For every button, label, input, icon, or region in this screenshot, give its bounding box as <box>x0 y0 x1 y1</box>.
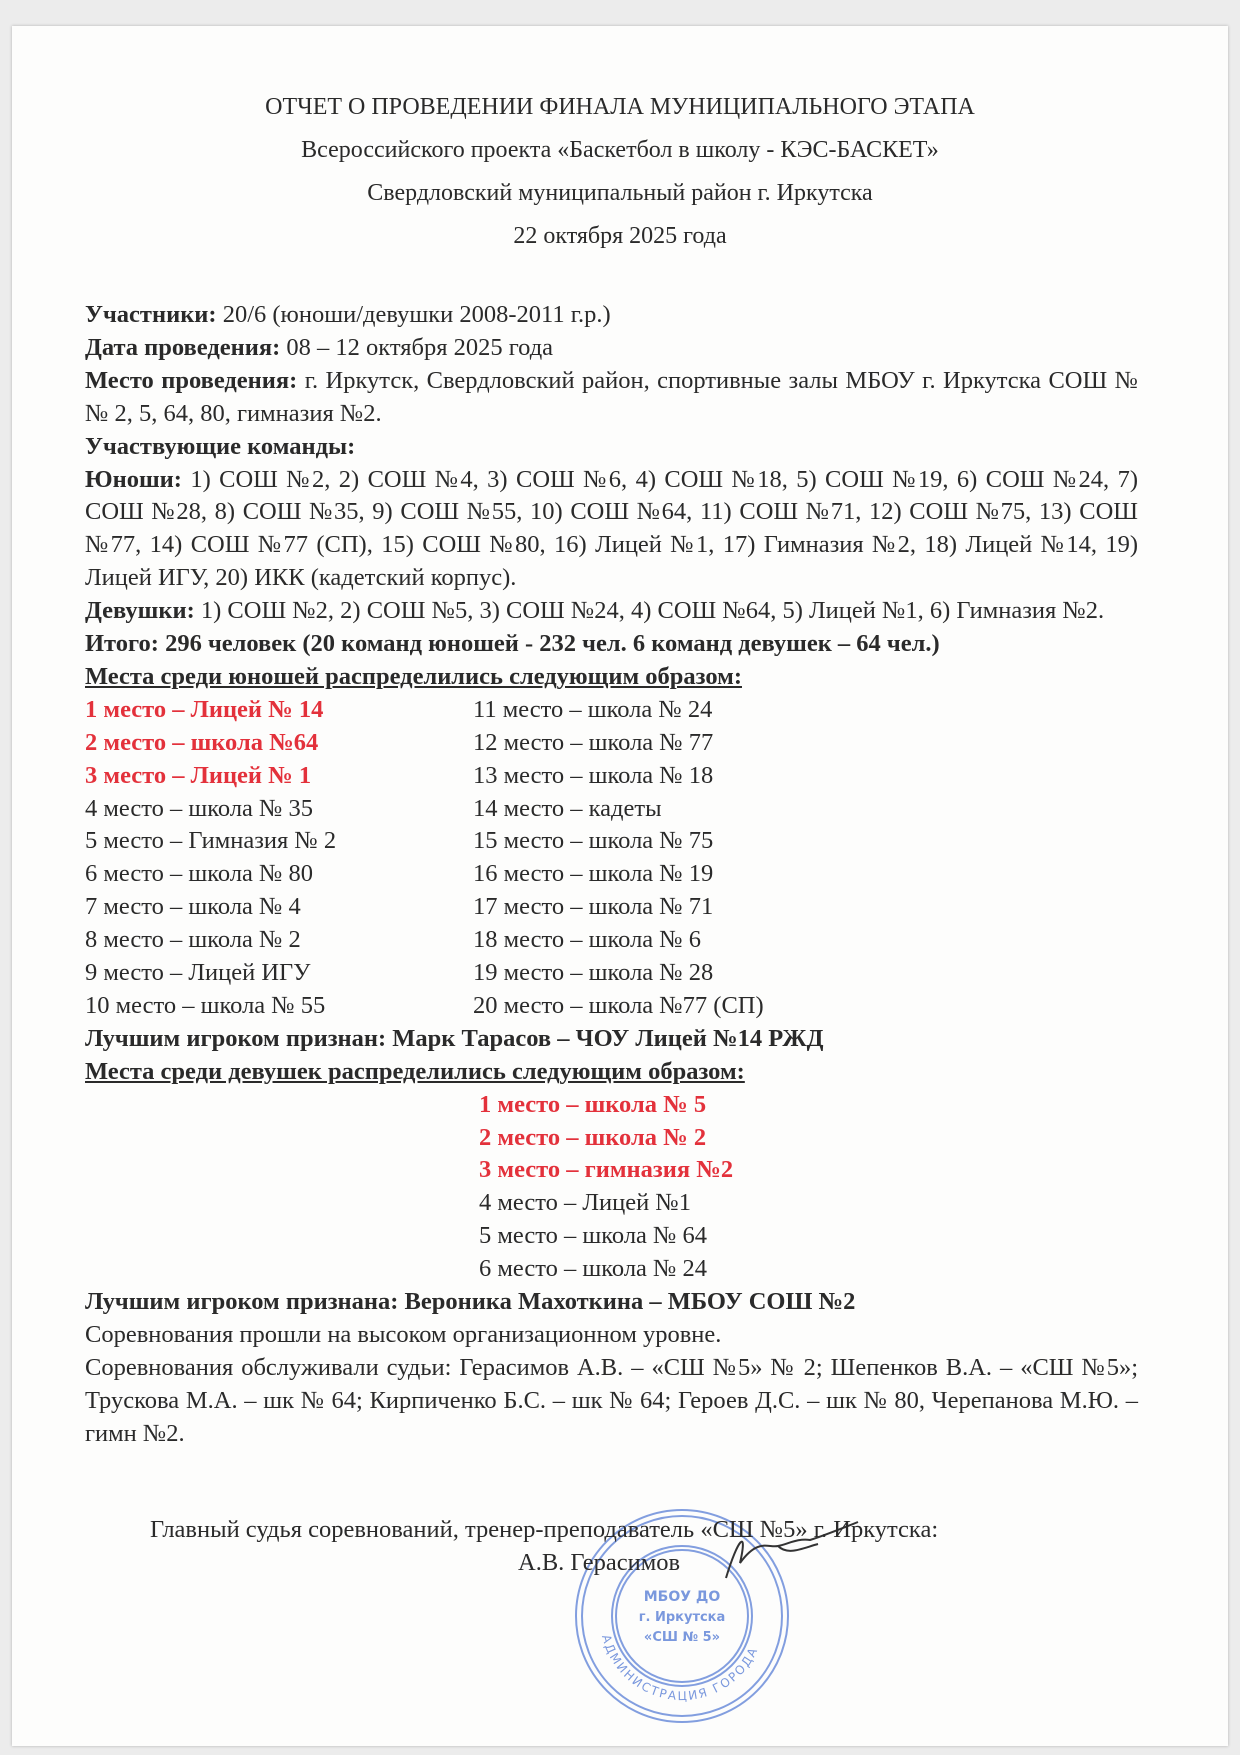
boys-place-right: 16 место – школа № 19 <box>473 860 714 888</box>
boys-place-right: 19 место – школа № 28 <box>473 959 714 986</box>
chief-referee-position: Главный судья соревнований, тренер-преподаватель «СШ №5» г. Иркутска: <box>150 1516 939 1543</box>
boys-place-left: 1 место – Лицей № 14 <box>85 695 324 723</box>
results-row <box>85 924 1138 957</box>
boys-best-player: Лучшим игроком признан: Марк Тарасов – ЧОУ Лицей №14 РЖД <box>85 1024 824 1052</box>
venue: Место проведения: г. Иркутск, Свердловский район, спортивные залы МБОУ г. Иркутска СОШ №№ 2, 5, 64, 80, гимназия №2. <box>85 366 1139 427</box>
boys-place-left: 4 место – школа № 35 <box>85 794 314 822</box>
report-subtitle: Всероссийского проекта «Баскетбол в школу - КЭС-БАСКЕТ» <box>301 137 939 163</box>
event-dates: Дата проведения: 08 – 12 октября 2025 года <box>85 333 554 361</box>
girls-teams: Девушки: 1) СОШ №2, 2) СОШ №5, 3) СОШ №24, 4) СОШ №64, 5) Лицей №1, 6) Гимназия №2. <box>85 597 1105 625</box>
results-row <box>85 957 1138 990</box>
results-row <box>85 891 1138 924</box>
boys-place-right: 14 место – кадеты <box>473 794 662 822</box>
boys-place-left: 3 место – Лицей № 1 <box>85 761 312 789</box>
boys-place-left: 5 место – Гимназия № 2 <box>85 827 337 855</box>
girls-place: 4 место – Лицей №1 <box>479 1189 691 1217</box>
boys-place-right: 12 место – школа № 77 <box>473 728 714 756</box>
girls-place: 5 место – школа № 64 <box>479 1222 708 1250</box>
boys-place-right: 18 место – школа № 6 <box>473 926 702 954</box>
report-date: 22 октября 2025 года <box>513 223 727 249</box>
results-row <box>85 825 1138 858</box>
boys-place-right: 17 место – школа № 71 <box>473 893 714 921</box>
svg-text:АДМИНИСТРАЦИЯ ГОРОДА: АДМИНИСТРАЦИЯ ГОРОДА <box>598 1632 761 1704</box>
results-row <box>85 694 1138 727</box>
boys-place-right: 11 место – школа № 24 <box>473 695 713 723</box>
boys-place-left: 2 место – школа №64 <box>85 728 319 756</box>
girls-best-player: Лучшим игроком признана: Вероника Махоткина – МБОУ СОШ №2 <box>85 1288 856 1316</box>
organization-level: Соревнования прошли на высоком организационном уровне. <box>85 1320 722 1348</box>
results-row <box>85 760 1138 793</box>
boys-place-right: 13 место – школа № 18 <box>473 761 714 789</box>
results-row <box>85 858 1138 891</box>
boys-place-left: 10 место – школа № 55 <box>85 991 326 1019</box>
boys-teams: Юноши: 1) СОШ №2, 2) СОШ №4, 3) СОШ №6, 4) СОШ №18, 5) СОШ №19, 6) СОШ №24, 7) СОШ №28, 8) СОШ №35, 9) СОШ №55, 10) СОШ №64, 11) СОШ №71, 12) СОШ №75, 13) СОШ №77, 14) СОШ №77 (СП), 15) СОШ №80, 16) Лицей №1, 17) Гимназия №2, 18) Лицей №14, 19) Лицей ИГУ, 20) ИКК (кадетский корпус). <box>85 465 1138 592</box>
boys-place-left: 8 место – школа № 2 <box>85 926 301 954</box>
boys-place-right: 20 место – школа №77 (СП) <box>473 991 764 1019</box>
boys-place-left: 9 место – Лицей ИГУ <box>85 959 311 986</box>
girls-results-list <box>85 1089 1138 1286</box>
referees: Соревнования обслуживали судьи: Герасимов А.В. – «СШ №5» № 2; Шепенков В.А. – «СШ №5»; Трускова М.А. – шк № 64; Кирпиченко Б.С. – шк № 64; Героев Д.С. – шк № 80, Черепанова М.Ю. – гимн №2. <box>85 1353 1138 1447</box>
boys-place-left: 7 место – школа № 4 <box>85 893 301 921</box>
report-district: Свердловский муниципальный район г. Иркутска <box>367 180 873 206</box>
results-row <box>85 727 1138 760</box>
boys-results-table <box>85 694 1138 1023</box>
girls-place: 1 место – школа № 5 <box>479 1090 707 1118</box>
report-title: ОТЧЕТ О ПРОВЕДЕНИИ ФИНАЛА МУНИЦИПАЛЬНОГО ЭТАПА <box>265 94 975 120</box>
teams-heading: Участвующие команды: <box>85 432 356 460</box>
total: Итого: 296 человек (20 команд юношей - 232 чел. 6 команд девушек – 64 чел.) <box>85 630 940 658</box>
chief-referee-name: А.В. Герасимов <box>518 1549 681 1576</box>
results-row <box>85 793 1138 826</box>
svg-text:«СШ № 5»: «СШ № 5» <box>643 1630 721 1645</box>
svg-text:г. Иркутска: г. Иркутска <box>638 1610 726 1625</box>
results-row <box>85 990 1138 1023</box>
svg-text:МБОУ ДО: МБОУ ДО <box>643 1589 721 1605</box>
boys-results-heading: Места среди юношей распределились следующим образом: <box>85 662 742 690</box>
girls-place: 2 место – школа № 2 <box>479 1123 707 1151</box>
boys-place-left: 6 место – школа № 80 <box>85 860 314 888</box>
report-body <box>85 299 1138 1451</box>
boys-place-right: 15 место – школа № 75 <box>473 827 714 855</box>
girls-place: 3 место – гимназия №2 <box>479 1156 734 1184</box>
girls-results-heading: Места среди девушек распределились следующим образом: <box>85 1057 745 1085</box>
girls-place: 6 место – школа № 24 <box>479 1255 708 1283</box>
participants: Участники: 20/6 (юноши/девушки 2008-2011 г.р.) <box>85 301 611 328</box>
